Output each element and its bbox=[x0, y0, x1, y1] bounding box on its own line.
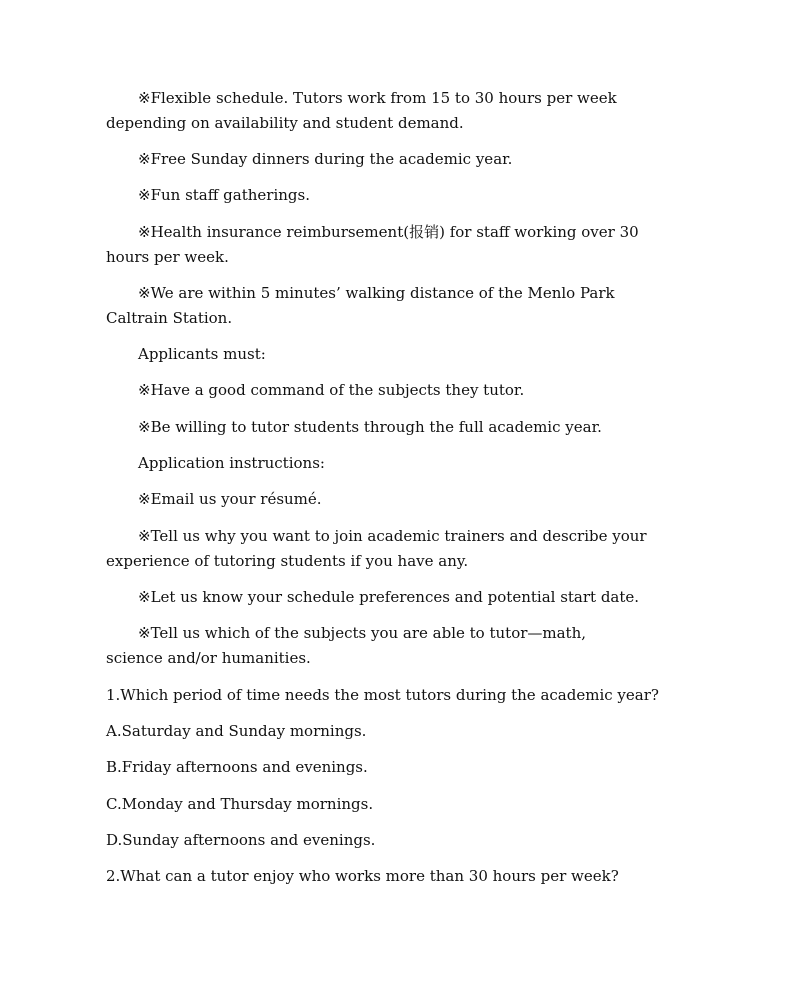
instruction-item: ※Let us know your schedule preferences and potential start date. bbox=[138, 588, 640, 606]
question-1-option-a: A.Saturday and Sunday mornings. bbox=[106, 722, 367, 740]
benefit-flexible-schedule-line1: ※Flexible schedule. Tutors work from 15 to 30 hours per week bbox=[138, 89, 617, 107]
benefit-health-insurance-line1: ※Health insurance reimbursement(报销) for staff working over 30 bbox=[138, 223, 639, 241]
instruction-item-line1: ※Tell us which of the subjects you are able to tutor—math, bbox=[138, 624, 587, 642]
requirements-heading: Applicants must: bbox=[138, 345, 266, 363]
benefit-fun-gatherings: ※Fun staff gatherings. bbox=[138, 186, 310, 204]
question-2: 2.What can a tutor enjoy who works more than 30 hours per week? bbox=[106, 867, 619, 885]
benefit-flexible-schedule-line2: depending on availability and student demand. bbox=[106, 114, 464, 132]
question-1-option-b: B.Friday afternoons and evenings. bbox=[106, 758, 368, 776]
benefit-health-insurance-line2: hours per week. bbox=[106, 248, 229, 266]
benefit-location-line2: Caltrain Station. bbox=[106, 309, 233, 327]
instructions-heading: Application instructions: bbox=[138, 454, 325, 472]
instruction-item-line2: science and/or humanities. bbox=[106, 649, 311, 667]
question-1-option-d: D.Sunday afternoons and evenings. bbox=[106, 831, 376, 849]
question-1: 1.Which period of time needs the most tutors during the academic year? bbox=[106, 686, 659, 704]
instruction-item-line2: experience of tutoring students if you have any. bbox=[106, 552, 469, 570]
instruction-item-line1: ※Tell us why you want to join academic trainers and describe your bbox=[138, 527, 647, 545]
instruction-item: ※Email us your résumé. bbox=[138, 490, 322, 508]
benefit-free-dinners: ※Free Sunday dinners during the academic year. bbox=[138, 150, 513, 168]
requirement-item: ※Be willing to tutor students through the full academic year. bbox=[138, 418, 602, 436]
requirement-item: ※Have a good command of the subjects they tutor. bbox=[138, 381, 525, 399]
question-1-option-c: C.Monday and Thursday mornings. bbox=[106, 795, 374, 813]
benefit-location-line1: ※We are within 5 minutes’ walking distance of the Menlo Park bbox=[138, 284, 615, 302]
